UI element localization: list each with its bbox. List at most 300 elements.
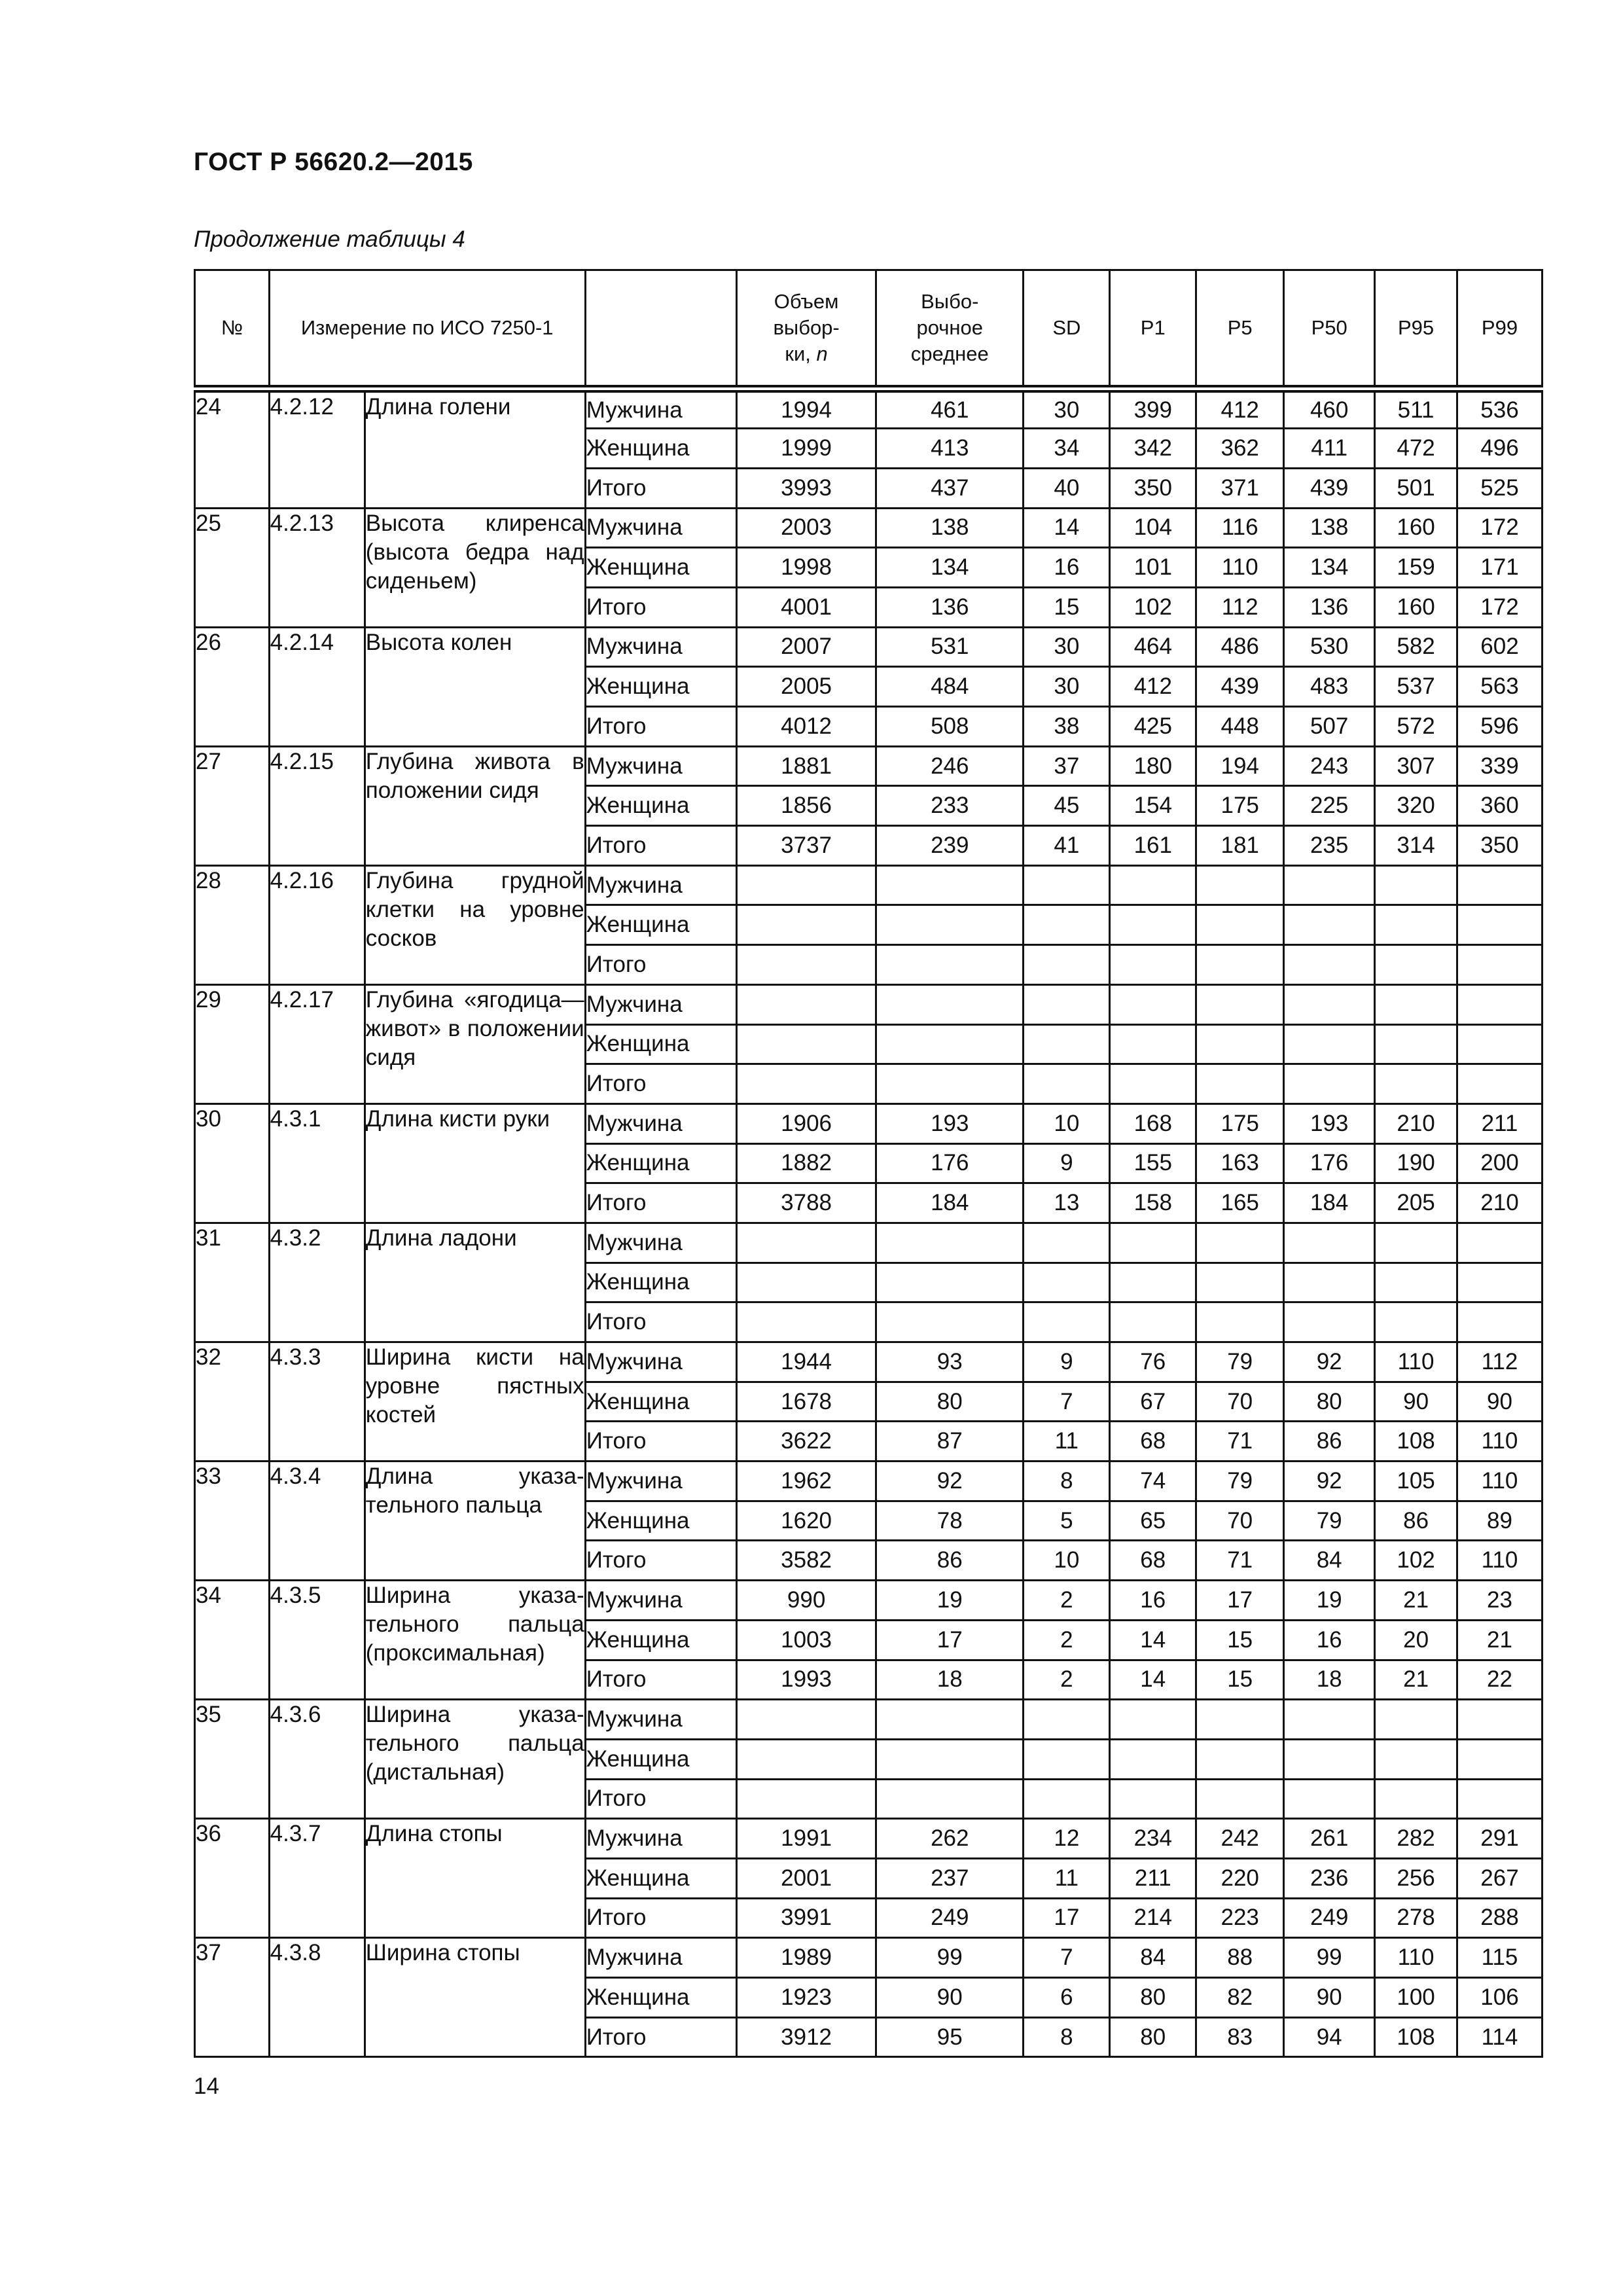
- value-p95: 572: [1375, 707, 1457, 747]
- value-mean: 93: [876, 1342, 1024, 1382]
- sex-label: Мужчина: [585, 508, 736, 548]
- value-sd: 9: [1024, 1143, 1110, 1183]
- value-p99: 360: [1457, 786, 1543, 826]
- value-p50: [1284, 1739, 1375, 1779]
- measurement-name: Глубина «ягодица—живот» в положении сидя: [365, 984, 585, 1103]
- sex-label: Женщина: [585, 667, 736, 707]
- sex-label: Итого: [585, 1064, 736, 1104]
- value-p99: 110: [1457, 1422, 1543, 1462]
- value-p5: 82: [1196, 1978, 1284, 2018]
- value-sd: [1024, 1700, 1110, 1740]
- value-p99: 115: [1457, 1938, 1543, 1978]
- value-p95: [1375, 1263, 1457, 1302]
- value-sd: [1024, 1302, 1110, 1342]
- value-p99: 110: [1457, 1541, 1543, 1581]
- value-n: 3912: [737, 2017, 876, 2057]
- value-p99: 110: [1457, 1462, 1543, 1501]
- value-mean: [876, 1779, 1024, 1819]
- value-p5: 371: [1196, 468, 1284, 508]
- value-mean: [876, 865, 1024, 905]
- sex-label: Итого: [585, 587, 736, 627]
- value-p99: 267: [1457, 1858, 1543, 1898]
- sex-label: Женщина: [585, 786, 736, 826]
- measurement-name: Длина кисти руки: [365, 1103, 585, 1223]
- value-n: 3788: [737, 1183, 876, 1223]
- table-row: [195, 746, 1543, 786]
- value-n: 1881: [737, 746, 876, 786]
- value-mean: 18: [876, 1660, 1024, 1700]
- value-sd: 16: [1024, 548, 1110, 588]
- sex-label: Женщина: [585, 1978, 736, 2018]
- row-number: 34: [195, 1581, 270, 1700]
- sex-label: Итого: [585, 1422, 736, 1462]
- value-p95: 282: [1375, 1819, 1457, 1859]
- value-p95: [1375, 1064, 1457, 1104]
- value-p5: [1196, 984, 1284, 1024]
- row-number: 27: [195, 746, 270, 865]
- header-num: №: [195, 270, 270, 389]
- value-mean: 17: [876, 1620, 1024, 1660]
- value-sd: 6: [1024, 1978, 1110, 2018]
- table-row: [195, 865, 1543, 905]
- value-mean: 508: [876, 707, 1024, 747]
- sex-label: Итого: [585, 707, 736, 747]
- value-p5: 15: [1196, 1660, 1284, 1700]
- value-p5: 70: [1196, 1501, 1284, 1541]
- value-p95: 582: [1375, 627, 1457, 667]
- value-mean: [876, 984, 1024, 1024]
- value-p1: 342: [1110, 429, 1196, 469]
- value-p99: 90: [1457, 1382, 1543, 1422]
- value-n: [737, 1024, 876, 1064]
- value-sd: 2: [1024, 1660, 1110, 1700]
- value-p99: [1457, 905, 1543, 945]
- value-p50: 235: [1284, 826, 1375, 866]
- value-p1: [1110, 865, 1196, 905]
- value-p99: 22: [1457, 1660, 1543, 1700]
- value-p1: 464: [1110, 627, 1196, 667]
- value-p99: [1457, 1700, 1543, 1740]
- value-n: 1991: [737, 1819, 876, 1859]
- table-row: [195, 627, 1543, 667]
- table-row: [195, 1700, 1543, 1740]
- value-p50: [1284, 905, 1375, 945]
- value-p50: 136: [1284, 587, 1375, 627]
- value-p1: 399: [1110, 389, 1196, 429]
- measurement-name: Глубина грудной клетки на уровне сосков: [365, 865, 585, 984]
- value-n: [737, 1700, 876, 1740]
- value-n: 2003: [737, 508, 876, 548]
- value-sd: 7: [1024, 1938, 1110, 1978]
- value-mean: 237: [876, 1858, 1024, 1898]
- value-p95: 86: [1375, 1501, 1457, 1541]
- value-p95: [1375, 905, 1457, 945]
- value-p1: [1110, 1223, 1196, 1263]
- value-n: [737, 1302, 876, 1342]
- value-p99: 171: [1457, 548, 1543, 588]
- sex-label: Мужчина: [585, 627, 736, 667]
- value-p95: 205: [1375, 1183, 1457, 1223]
- value-mean: 19: [876, 1581, 1024, 1621]
- value-p50: 439: [1284, 468, 1375, 508]
- sex-label: Итого: [585, 1541, 736, 1581]
- value-p95: 256: [1375, 1858, 1457, 1898]
- value-n: 1944: [737, 1342, 876, 1382]
- value-mean: [876, 1302, 1024, 1342]
- value-p50: 236: [1284, 1858, 1375, 1898]
- value-p1: 84: [1110, 1938, 1196, 1978]
- value-p50: [1284, 865, 1375, 905]
- value-p99: 172: [1457, 508, 1543, 548]
- value-n: [737, 865, 876, 905]
- value-p99: [1457, 1779, 1543, 1819]
- value-mean: 413: [876, 429, 1024, 469]
- value-p1: [1110, 984, 1196, 1024]
- value-n: 1962: [737, 1462, 876, 1501]
- value-p1: 102: [1110, 587, 1196, 627]
- value-p95: 159: [1375, 548, 1457, 588]
- value-p5: 439: [1196, 667, 1284, 707]
- value-p95: [1375, 1223, 1457, 1263]
- value-p1: 80: [1110, 2017, 1196, 2057]
- value-mean: 484: [876, 667, 1024, 707]
- value-p5: 110: [1196, 548, 1284, 588]
- measurement-name: Ширина кисти на уровне пястных костей: [365, 1342, 585, 1462]
- value-p5: [1196, 1263, 1284, 1302]
- value-p99: [1457, 1263, 1543, 1302]
- row-number: 37: [195, 1938, 270, 2057]
- value-p1: 68: [1110, 1422, 1196, 1462]
- value-p5: 17: [1196, 1581, 1284, 1621]
- value-n: [737, 1739, 876, 1779]
- value-p50: 176: [1284, 1143, 1375, 1183]
- value-mean: [876, 1739, 1024, 1779]
- value-p95: 190: [1375, 1143, 1457, 1183]
- sex-label: Женщина: [585, 1143, 736, 1183]
- value-mean: [876, 905, 1024, 945]
- value-p1: 234: [1110, 1819, 1196, 1859]
- value-p95: 21: [1375, 1660, 1457, 1700]
- value-n: 1994: [737, 389, 876, 429]
- value-p95: 102: [1375, 1541, 1457, 1581]
- value-p99: 350: [1457, 826, 1543, 866]
- value-p99: 339: [1457, 746, 1543, 786]
- value-p99: [1457, 1302, 1543, 1342]
- value-n: 2007: [737, 627, 876, 667]
- value-p50: 84: [1284, 1541, 1375, 1581]
- value-n: [737, 1779, 876, 1819]
- value-p50: 92: [1284, 1462, 1375, 1501]
- table-body: [195, 389, 1543, 2057]
- value-p50: 86: [1284, 1422, 1375, 1462]
- measurement-name: Длина стопы: [365, 1819, 585, 1938]
- value-p1: [1110, 1302, 1196, 1342]
- value-p99: 112: [1457, 1342, 1543, 1382]
- value-p99: 89: [1457, 1501, 1543, 1541]
- value-p50: 80: [1284, 1382, 1375, 1422]
- value-p1: 425: [1110, 707, 1196, 747]
- value-p99: [1457, 1064, 1543, 1104]
- value-p99: 23: [1457, 1581, 1543, 1621]
- value-p5: 15: [1196, 1620, 1284, 1660]
- value-p5: [1196, 1739, 1284, 1779]
- value-sd: 30: [1024, 627, 1110, 667]
- value-mean: 184: [876, 1183, 1024, 1223]
- value-n: 4012: [737, 707, 876, 747]
- table-row: [195, 389, 1543, 429]
- value-p50: [1284, 1779, 1375, 1819]
- value-sd: [1024, 984, 1110, 1024]
- value-p5: 242: [1196, 1819, 1284, 1859]
- value-sd: 41: [1024, 826, 1110, 866]
- value-mean: 90: [876, 1978, 1024, 2018]
- value-sd: [1024, 945, 1110, 985]
- value-p5: 112: [1196, 587, 1284, 627]
- sex-label: Итого: [585, 1302, 736, 1342]
- value-sd: 17: [1024, 1898, 1110, 1938]
- header-n: Объем выбор- ки, n: [737, 270, 876, 389]
- header-p95: P95: [1375, 270, 1457, 389]
- value-p1: 76: [1110, 1342, 1196, 1382]
- header-measure: Измерение по ИСО 7250-1: [269, 270, 585, 389]
- value-sd: 10: [1024, 1541, 1110, 1581]
- value-p99: 496: [1457, 429, 1543, 469]
- measurement-name: Ширина указательного пальца (проксимальная): [365, 1581, 585, 1700]
- row-number: 31: [195, 1223, 270, 1342]
- value-p50: 79: [1284, 1501, 1375, 1541]
- sex-label: Итого: [585, 1660, 736, 1700]
- table-row: [195, 1342, 1543, 1382]
- iso-code: 4.3.1: [269, 1103, 365, 1223]
- value-p1: 180: [1110, 746, 1196, 786]
- value-p50: 507: [1284, 707, 1375, 747]
- value-mean: 95: [876, 2017, 1024, 2057]
- value-sd: 8: [1024, 2017, 1110, 2057]
- value-p99: [1457, 1024, 1543, 1064]
- value-p5: [1196, 1064, 1284, 1104]
- value-n: 1620: [737, 1501, 876, 1541]
- value-p1: 101: [1110, 548, 1196, 588]
- value-p50: 261: [1284, 1819, 1375, 1859]
- value-p5: [1196, 945, 1284, 985]
- value-p99: 536: [1457, 389, 1543, 429]
- value-p99: 291: [1457, 1819, 1543, 1859]
- value-n: 1993: [737, 1660, 876, 1700]
- value-p5: 486: [1196, 627, 1284, 667]
- value-sd: 11: [1024, 1858, 1110, 1898]
- value-p99: [1457, 945, 1543, 985]
- value-p99: 114: [1457, 2017, 1543, 2057]
- value-p99: 106: [1457, 1978, 1543, 2018]
- header-p5: P5: [1196, 270, 1284, 389]
- value-mean: 239: [876, 826, 1024, 866]
- value-p50: 249: [1284, 1898, 1375, 1938]
- iso-code: 4.3.6: [269, 1700, 365, 1819]
- value-n: 1856: [737, 786, 876, 826]
- value-p50: 193: [1284, 1103, 1375, 1143]
- value-p95: 320: [1375, 786, 1457, 826]
- value-p5: 412: [1196, 389, 1284, 429]
- row-number: 36: [195, 1819, 270, 1938]
- sex-label: Мужчина: [585, 746, 736, 786]
- sex-label: Женщина: [585, 1024, 736, 1064]
- measurement-name: Ширина стопы: [365, 1938, 585, 2057]
- value-p1: 65: [1110, 1501, 1196, 1541]
- value-p50: [1284, 1263, 1375, 1302]
- value-p1: 16: [1110, 1581, 1196, 1621]
- row-number: 29: [195, 984, 270, 1103]
- value-p1: 211: [1110, 1858, 1196, 1898]
- row-number: 25: [195, 508, 270, 627]
- value-p1: [1110, 1700, 1196, 1740]
- header-row: [195, 270, 1543, 389]
- sex-label: Мужчина: [585, 1938, 736, 1978]
- value-p99: 200: [1457, 1143, 1543, 1183]
- value-p1: 158: [1110, 1183, 1196, 1223]
- value-n: 3993: [737, 468, 876, 508]
- value-mean: 138: [876, 508, 1024, 548]
- table-row: [195, 1819, 1543, 1859]
- sex-label: Женщина: [585, 1263, 736, 1302]
- value-p50: 243: [1284, 746, 1375, 786]
- value-sd: 30: [1024, 667, 1110, 707]
- value-sd: [1024, 905, 1110, 945]
- value-p50: 99: [1284, 1938, 1375, 1978]
- value-sd: 12: [1024, 1819, 1110, 1859]
- value-mean: 246: [876, 746, 1024, 786]
- value-p1: [1110, 945, 1196, 985]
- value-p5: [1196, 1024, 1284, 1064]
- value-n: 1999: [737, 429, 876, 469]
- value-mean: 78: [876, 1501, 1024, 1541]
- value-mean: 249: [876, 1898, 1024, 1938]
- table-row: [195, 1223, 1543, 1263]
- measurement-name: Высота клиренса (высота бедра над сиденьем): [365, 508, 585, 627]
- sex-label: Женщина: [585, 1620, 736, 1660]
- value-sd: [1024, 1223, 1110, 1263]
- value-sd: 11: [1024, 1422, 1110, 1462]
- value-p50: [1284, 1223, 1375, 1263]
- value-p95: [1375, 945, 1457, 985]
- value-n: 990: [737, 1581, 876, 1621]
- value-p50: 138: [1284, 508, 1375, 548]
- measurement-name: Глубина живота в положении сидя: [365, 746, 585, 865]
- value-p1: 67: [1110, 1382, 1196, 1422]
- iso-code: 4.3.4: [269, 1462, 365, 1581]
- value-sd: 45: [1024, 786, 1110, 826]
- value-sd: 34: [1024, 429, 1110, 469]
- value-p95: [1375, 1700, 1457, 1740]
- iso-code: 4.3.8: [269, 1938, 365, 2057]
- header-sex: [585, 270, 736, 389]
- value-p1: [1110, 1739, 1196, 1779]
- value-mean: 134: [876, 548, 1024, 588]
- value-p1: 168: [1110, 1103, 1196, 1143]
- table-row: [195, 1581, 1543, 1621]
- value-p50: 530: [1284, 627, 1375, 667]
- sex-label: Мужчина: [585, 984, 736, 1024]
- value-p50: [1284, 1024, 1375, 1064]
- value-n: 3737: [737, 826, 876, 866]
- value-p1: [1110, 1064, 1196, 1104]
- value-p95: 90: [1375, 1382, 1457, 1422]
- value-p50: [1284, 945, 1375, 985]
- row-number: 24: [195, 389, 270, 508]
- value-sd: 10: [1024, 1103, 1110, 1143]
- row-number: 35: [195, 1700, 270, 1819]
- value-p1: 80: [1110, 1978, 1196, 2018]
- measurement-name: Длина ладони: [365, 1223, 585, 1342]
- value-p95: 472: [1375, 429, 1457, 469]
- value-n: [737, 1223, 876, 1263]
- value-n: 1998: [737, 548, 876, 588]
- sex-label: Мужчина: [585, 1819, 736, 1859]
- table-caption: Продолжение таблицы 4: [194, 226, 465, 252]
- value-p50: [1284, 1700, 1375, 1740]
- document-header: ГОСТ Р 56620.2—2015: [194, 148, 473, 176]
- value-p50: 92: [1284, 1342, 1375, 1382]
- value-sd: 7: [1024, 1382, 1110, 1422]
- value-mean: 86: [876, 1541, 1024, 1581]
- sample-size-symbol: n: [816, 342, 828, 365]
- sex-label: Мужчина: [585, 1103, 736, 1143]
- value-sd: [1024, 1779, 1110, 1819]
- value-sd: [1024, 1064, 1110, 1104]
- iso-code: 4.3.3: [269, 1342, 365, 1462]
- value-sd: 9: [1024, 1342, 1110, 1382]
- value-p50: 18: [1284, 1660, 1375, 1700]
- value-mean: [876, 1024, 1024, 1064]
- value-n: [737, 984, 876, 1024]
- sex-label: Мужчина: [585, 389, 736, 429]
- value-n: 1003: [737, 1620, 876, 1660]
- value-p1: [1110, 1779, 1196, 1819]
- value-p99: 288: [1457, 1898, 1543, 1938]
- value-p95: [1375, 1739, 1457, 1779]
- value-n: 1882: [737, 1143, 876, 1183]
- sex-label: Женщина: [585, 1382, 736, 1422]
- iso-code: 4.3.2: [269, 1223, 365, 1342]
- sex-label: Итого: [585, 2017, 736, 2057]
- value-p95: 160: [1375, 587, 1457, 627]
- measurement-name: Высота колен: [365, 627, 585, 746]
- value-p99: 563: [1457, 667, 1543, 707]
- value-p95: 108: [1375, 2017, 1457, 2057]
- value-p95: 20: [1375, 1620, 1457, 1660]
- header-p1: P1: [1110, 270, 1196, 389]
- value-n: 1989: [737, 1938, 876, 1978]
- value-p50: 16: [1284, 1620, 1375, 1660]
- value-p50: 134: [1284, 548, 1375, 588]
- value-p1: 14: [1110, 1620, 1196, 1660]
- value-mean: [876, 1064, 1024, 1104]
- value-n: [737, 905, 876, 945]
- value-sd: [1024, 865, 1110, 905]
- value-p95: 105: [1375, 1462, 1457, 1501]
- value-p99: 172: [1457, 587, 1543, 627]
- sex-label: Итого: [585, 1183, 736, 1223]
- value-p50: 411: [1284, 429, 1375, 469]
- value-mean: 531: [876, 627, 1024, 667]
- value-p95: 110: [1375, 1938, 1457, 1978]
- value-p1: 214: [1110, 1898, 1196, 1938]
- value-p95: [1375, 984, 1457, 1024]
- anthropometric-table: [194, 269, 1543, 2058]
- sex-label: Итого: [585, 1779, 736, 1819]
- iso-code: 4.2.13: [269, 508, 365, 627]
- value-p95: [1375, 865, 1457, 905]
- value-p5: [1196, 1302, 1284, 1342]
